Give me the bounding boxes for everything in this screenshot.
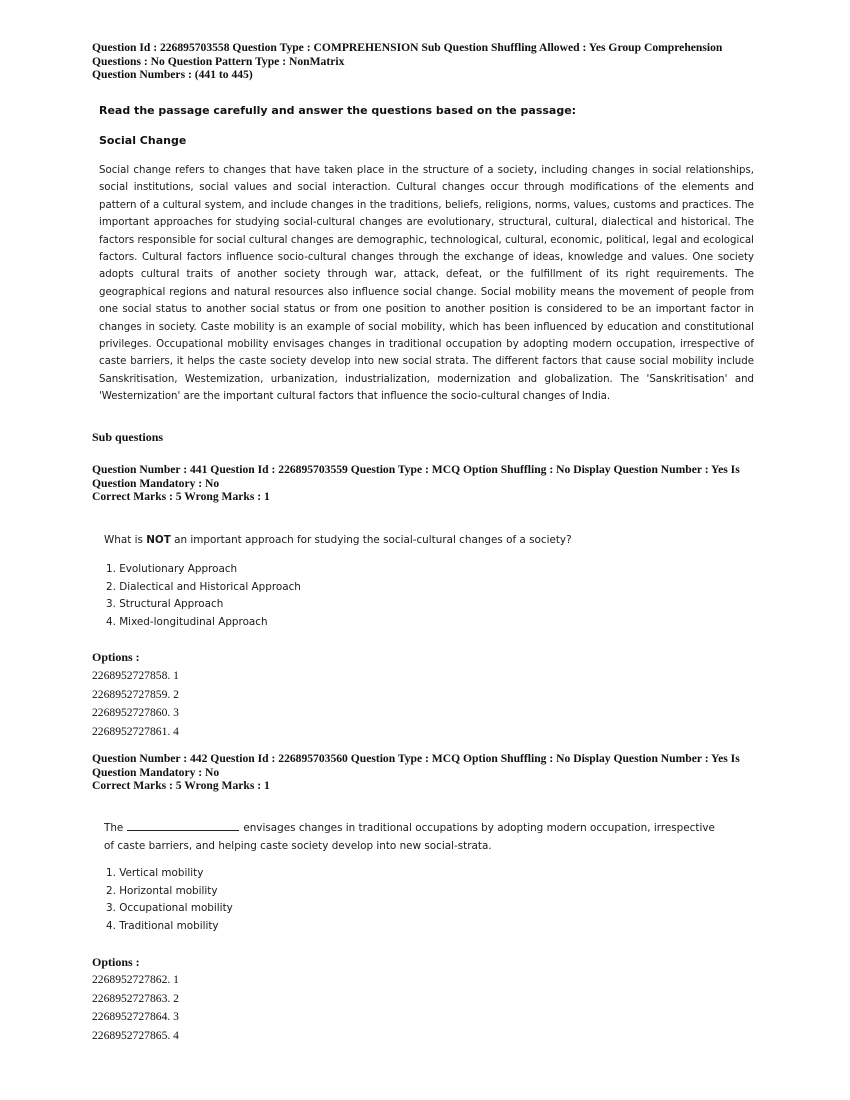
q442-stem-line-1 [104,819,784,837]
q441-choice-3: 3. Structural Approach [106,598,224,611]
q442-choice-2: 2. Horizontal mobility [106,884,218,897]
q441-choice-4: 4. Mixed-longitudinal Approach [106,615,268,628]
passage-title: Social Change [99,134,187,147]
q441-choice-2: 2. Dialectical and Historical Approach [106,580,301,593]
header-line-1: Question Id : 226895703558 Question Type : COMPREHENSION Sub Question Shuffling Allowed : Yes Group Comprehension [92,41,723,54]
question-442-choices [106,865,233,935]
q442-meta-line-3: Correct Marks : 5 Wrong Marks : 1 [92,779,270,792]
q441-option-1: 2268952727858. 1 [92,669,179,682]
q442-option-2: 2268952727863. 2 [92,991,179,1005]
question-441-meta [92,463,772,504]
q442-choice-1: 1. Vertical mobility [106,867,204,879]
comprehension-header [92,41,772,82]
header-line-2: Questions : No Question Pattern Type : NonMatrix [92,54,345,68]
passage-body: Social change refers to changes that have taken place in the structure of a society, including changes in social relationships, social institutions, social values and social interaction. Cultural changes occur through modifications of the elements and pattern of a cultural system, and include changes in the traditions, beliefs, religions, norms, values, customs and practices. The important approaches for studying social-cultural changes are evolutionary, structural, cultural, dialectical and historical. The factors responsible for social cultural changes are demographic, technological, cultural, economic, political, legal and ecological factors. Cultural factors influence socio-cultural changes through the exchange of ideas, knowledge and values. One society adopts cultural traits of another society through war, attack, defeat, or the fulfillment of its right requirements. The geographical regions and natural resources also influence social change. Social mobility means the movement of people from one social status to another social status or from one position to another position is considered to be an important factor in changes in society. Caste mobility is an example of social mobility, which has been influenced by education and constitutional privileges. Occupational mobility envisages changes in traditional occupation by adopting modern occupation, irrespective of caste barriers, it helps the caste society develop into new social strata. The different factors that cause social mobility include Sanskritisation, Westemization, urbanization, industrialization, modernization and globalization. The 'Sanskritisation' and 'Westernization' are the important cultural factors that influence the socio-cultural changes of India. [99,165,754,403]
q442-option-3: 2268952727864. 3 [92,1010,179,1024]
q441-option-3: 2268952727860. 3 [92,706,179,720]
q442-option-1: 2268952727862. 1 [92,973,179,986]
q442-options-list [92,971,179,1045]
header-line-3: Question Numbers : (441 to 445) [92,68,253,81]
q441-stem-emphasis: NOT [146,534,171,546]
q441-meta-line-1: Question Number : 441 Question Id : 226895703559 Question Type : MCQ Option Shuffling : No Display Question Number : Yes Is [92,463,740,476]
question-441-choices [106,561,301,631]
q441-stem-after: an important approach for studying the social-cultural changes of a society? [170,534,572,546]
q441-options-list [92,667,179,741]
q442-options-label: Options : [92,955,140,969]
question-442-stem [104,819,784,855]
q442-option-4: 2268952727865. 4 [92,1028,179,1042]
q441-options-label: Options : [92,650,140,664]
q442-meta-line-2: Question Mandatory : No [92,765,220,779]
q442-stem-after: envisages changes in traditional occupations by adopting modern occupation, irrespective [243,822,715,834]
fill-in-blank [127,820,239,831]
q441-meta-line-3: Correct Marks : 5 Wrong Marks : 1 [92,490,270,503]
q441-option-4: 2268952727861. 4 [92,724,179,738]
passage-instruction: Read the passage carefully and answer the questions based on the passage: [99,104,577,117]
q442-stem-before: The [104,822,124,834]
q442-meta-line-1: Question Number : 442 Question Id : 226895703560 Question Type : MCQ Option Shuffling : No Display Question Number : Yes Is [92,752,740,765]
q441-choice-1: 1. Evolutionary Approach [106,563,238,575]
q441-option-2: 2268952727859. 2 [92,687,179,701]
q441-stem-before: What is [104,534,147,546]
q442-choice-3: 3. Occupational mobility [106,902,233,915]
q442-stem-line-2: of caste barriers, and helping caste society develop into new social-strata. [104,840,492,852]
question-442-meta [92,752,772,793]
q442-choice-4: 4. Traditional mobility [106,919,219,932]
question-441-stem [104,531,784,549]
q441-meta-line-2: Question Mandatory : No [92,476,220,490]
sub-questions-label: Sub questions [92,430,164,444]
